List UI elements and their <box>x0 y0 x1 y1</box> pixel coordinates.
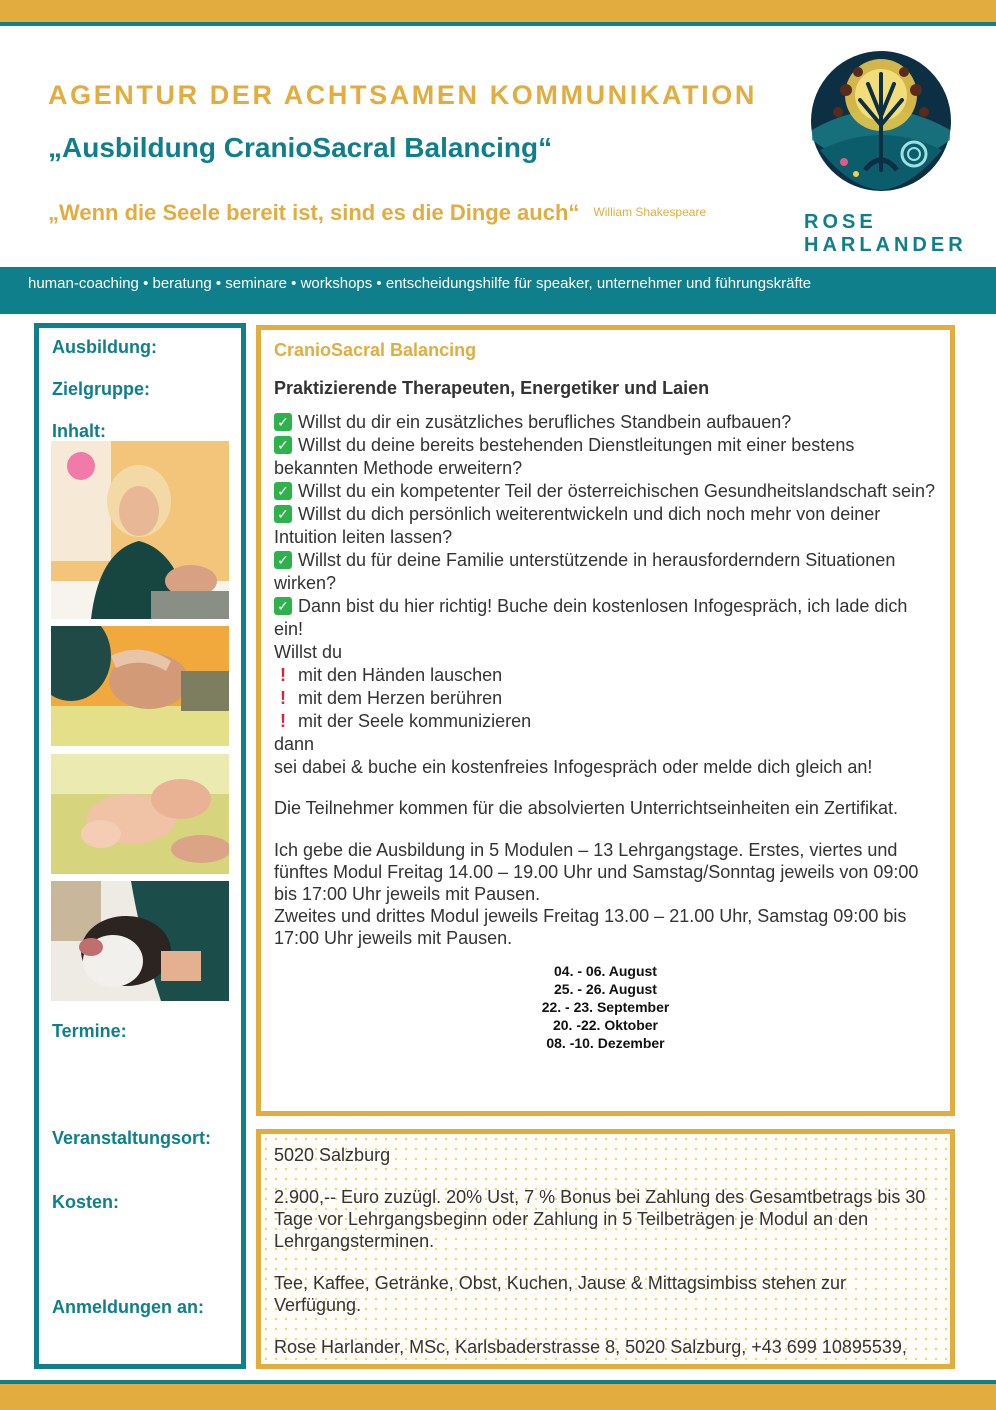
check-icon: ✓ <box>274 482 292 500</box>
brand-line-2: HARLANDER <box>804 234 967 256</box>
question-item <box>274 480 937 503</box>
registration-text: Rose Harlander, MSc, Karlsbaderstrasse 8, 5020 Salzburg, +43 699 10895539, <box>274 1337 907 1357</box>
label-termine: Termine: <box>52 1021 127 1041</box>
wish-text: mit dem Herzen berühren <box>298 688 503 708</box>
label-kosten: Kosten: <box>52 1192 119 1212</box>
call-to-action: sei dabei & buche ein kostenfreies Infogespräch oder melde dich gleich an! <box>274 757 873 777</box>
photo-therapist <box>51 441 229 619</box>
question-text: Willst du dir ein zusätzliches berufliches Standbein aufbauen? <box>298 412 792 432</box>
dann: dann <box>274 734 315 754</box>
question-item <box>274 549 937 595</box>
label-ausbildung: Ausbildung: <box>52 337 157 357</box>
exclamation-icon: ! <box>280 711 286 731</box>
question-text: Willst du ein kompetenter Teil der österreichischen Gesundheitslandschaft sein? <box>298 481 936 501</box>
check-icon: ✓ <box>274 597 292 615</box>
wish-item <box>274 664 937 687</box>
question-item <box>274 434 937 480</box>
date-item: 20. -22. Oktober <box>552 1017 659 1033</box>
question-item <box>274 503 937 549</box>
course-name: CranioSacral Balancing <box>274 340 477 360</box>
check-icon: ✓ <box>274 413 292 431</box>
photo-foot-treatment <box>51 754 229 874</box>
wish-item <box>274 710 937 733</box>
exclamation-icon: ! <box>280 665 286 685</box>
costs-text: 2.900,-- Euro zuzügl. 20% Ust, 7 % Bonus bei Zahlung des Gesamtbetrags bis 30 Tage vor Lehrgangsbeginn oder Zahlung in 5 Teilbeträgen je Modul an den Lehrgangsterminen. <box>274 1187 926 1251</box>
check-icon: ✓ <box>274 505 292 523</box>
bottom-gold-bar <box>0 1384 996 1410</box>
location-text: 5020 Salzburg <box>274 1145 391 1165</box>
wish-item <box>274 687 937 710</box>
label-zielgruppe: Zielgruppe: <box>52 379 150 399</box>
details-box <box>256 1129 955 1369</box>
question-text: Dann bist du hier richtig! Buche dein kostenlosen Infogespräch, ich lade dich ein! <box>274 596 908 639</box>
agency-title: AGENTUR DER ACHTSAMEN KOMMUNIKATION <box>48 80 757 110</box>
date-item: 25. - 26. August <box>554 981 657 997</box>
services-band: human-coaching • beratung • seminare • workshops • entscheidungshilfe für speaker, unternehmer und führungskräfte <box>0 267 996 314</box>
wish-text: mit den Händen lauschen <box>298 665 503 685</box>
date-item: 04. - 06. August <box>554 963 657 979</box>
top-teal-line <box>0 22 996 26</box>
question-item <box>274 411 937 434</box>
date-item: 08. -10. Dezember <box>546 1035 665 1051</box>
question-text: Willst du deine bereits bestehenden Dienstleitungen mit einer bestens bekannten Methode erweitern? <box>274 435 855 478</box>
check-icon: ✓ <box>274 551 292 569</box>
course-title: „Ausbildung CranioSacral Balancing“ <box>48 132 553 163</box>
sidebar-labels <box>34 323 246 1369</box>
tree-of-life-logo <box>810 50 952 192</box>
certificate-note: Die Teilnehmer kommen für die absolvierten Unterrichtseinheiten ein Zertifikat. <box>274 798 898 818</box>
exclamation-icon: ! <box>280 688 286 708</box>
brand-line-1: ROSE <box>804 211 877 233</box>
date-item: 22. - 23. September <box>541 999 670 1015</box>
question-item <box>274 595 937 641</box>
willst-du: Willst du <box>274 642 343 662</box>
schedule-modules-2-3: Zweites und drittes Modul jeweils Freitag 13.00 – 21.00 Uhr, Samstag 09:00 bis 17:00 Uhr jeweils mit Pausen. <box>274 906 907 948</box>
date-list <box>274 962 937 1052</box>
question-text: Willst du für deine Familie unterstützende in herausforderndern Situationen wirken? <box>274 550 896 593</box>
question-text: Willst du dich persönlich weiterentwickeln und dich noch mehr von deiner Intuition leiten lassen? <box>274 504 881 547</box>
photo-head-treatment <box>51 626 229 746</box>
label-inhalt: Inhalt: <box>52 421 106 441</box>
top-gold-bar <box>0 0 996 22</box>
quote-text: „Wenn die Seele bereit ist, sind es die Dinge auch“ <box>48 200 580 225</box>
wish-text: mit der Seele kommunizieren <box>298 711 532 731</box>
quote <box>48 200 706 226</box>
target-group: Praktizierende Therapeuten, Energetiker und Laien <box>274 378 710 398</box>
check-icon: ✓ <box>274 436 292 454</box>
photo-dog-treatment <box>51 881 229 1001</box>
course-description <box>256 325 955 1116</box>
label-anmeldungen: Anmeldungen an: <box>52 1297 204 1317</box>
quote-author: William Shakespeare <box>593 205 707 219</box>
catering-text: Tee, Kaffee, Getränke, Obst, Kuchen, Jause & Mittagsimbiss stehen zur Verfügung. <box>274 1273 846 1315</box>
label-veranstaltungsort: Veranstaltungsort: <box>52 1128 212 1148</box>
schedule-modules-1-4-5: Ich gebe die Ausbildung in 5 Modulen – 13 Lehrgangstage. Erstes, viertes und fünftes Modul Freitag 14.00 – 19.00 Uhr und Samstag/Sonntag jeweils von 09:00 bis 17:00 Uhr jeweils mit Pausen. <box>274 840 919 904</box>
brand-name <box>804 211 967 257</box>
